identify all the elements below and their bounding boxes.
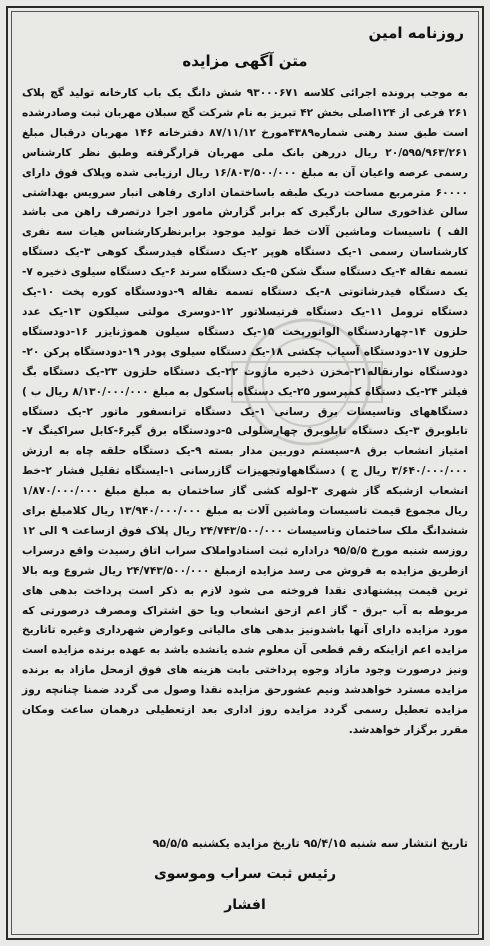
auction-notice-body: به موجب پرونده اجرائی کلاسه ۹۳۰۰۰۶۷۱ شش دانگ یک باب کارخانه تولید گچ پلاک ۲۶۱ فرعی از ۱۲۴اصلی بخش ۴۲ تبریز به نام شرکت گچ سبلان مهربان ثبت وصادرشده است طبق سند رهنی شماره۴۳۸۹مورخ ۸۷/۱۱/۱۲ دفترخانه ۱۴۶ مهربان درقبال مبلغ ۲۰/۵۹۵/۹۶۳/۲۶۱ ریال دررهن بانک ملی مهربان قرارگرفته وطبق نظر کارشناس رسمی عرصه واعیان آن به مبلغ ۱۶/۸۰۳/۵۰۰/۰۰۰ ریال ارزیابی شده وپلاک فوق دارای ۶۰۰۰۰ مترمربع مساحت دریک طبقه باساختمان اداری رفاهی انبار سرویس بهداشتی سالن غذاخوری سالن بارگیری که برابر گزارش مامور اجرا درتصرف راهن می باشد الف ) تاسیسات وماشین آلات خط تولید موجود برابرنظرکارشناس هیات سه نفری کارشناسان رسمی ۱-یک دستگاه هوپر ۲-یک دستگاه فیدرسنگ کوهی ۳-یک دستگاه تسمه نقاله ۴-یک دستگاه سنگ شکن ۵-یک دستگاه سرند ۶-یک دستگاه سیلوی ذخیره ۷-یک دستگاه فیدرشاتوتی ۸-یک دستگاه تسمه نقاله ۹-دودستگاه کوره پخت ۱۰-یک دستگاه ترومل ۱۱-یک دستگاه فرتیسلاتور ۱۲-دوسری مولتی سیلکون ۱۳-یک عدد حلزون ۱۴-چهاردستگاه الواتورپخت ۱۵-یک دستگاه سیلون هموژنایزر ۱۶-دودستگاه حلزون ۱۷-دودستگاه آسیاب چکشی ۱۸-یک دستگاه سیلوی پودر ۱۹-دودستگاه پرکن ۲۰-دودستگاه نوارنقاله۲۱-مخزن ذخیره مازوت ۲۲-یک دستگاه حلزون ۲۳-یک دستگاه بگ فیلتر ۲۴-یک دستگاه کمپرسور ۲۵-یک دستگاه باسکول به مبلغ ۸/۱۳۰/۰۰۰/۰۰۰ ریال ب ) دستگاههای وتاسیسات برق رسانی ۱-یک دستگاه ترانسفور ماتور ۲-یک دستگاه تابلوبرق ۳-یک دستگاه تابلوبرق چهارسلولی ۵-دودستگاه برق گیر۶-کابل سراکینگ ۷-امتیاز انشعاب برق ۸-سیستم دوربین مدار بسته ۹-یک دستگاه حلقه چاه به ارزش ۳/۶۴۰/۰۰۰/۰۰۰ ریال ج ) دستگاههاوتجهیزات گازرسانی ۱-ایستگاه تقلیل فشار ۲-خط انشعاب ازشبکه گاز شهری ۳-لوله کشی گاز ساختمان به مبلغ مبلغ ۱/۸۷۰/۰۰۰/۰۰۰ ریال مجموع قیمت تاسیسات وماشین آلات به مبلغ ۱۳/۹۴۰/۰۰۰/۰۰۰ ریال کلامبلغ برای ششدانگ ملک ساختمان وتاسیسات ۲۴/۷۴۳/۵۰۰/۰۰۰ ریال پلاک فوق ازساعت ۹ الی ۱۲ روزسه شنبه مورخ ۹۵/۵/۵ دراداره ثبت اسنادواملاک سراب اتاق رسیدت واقع درسراب ازطریق مزایده به فروش می رسد مزایده ازمبلغ ۲۴/۷۴۳/۵۰۰/۰۰۰ ریال شروع وبه بالا ترین قیمت پیشنهادی نقدا فروخته می شود لازم به ذکر است پرداخت بدهی های مربوطه به آب -برق - گاز اعم ازحق انشعاب ویا حق اشتراک ومصرف درصورتی که مورد مزایده دارای آنها باشدونیز بدهی های مالیاتی وعوارض شهرداری وغیره تاتاریخ مزایده اعم ازاینکه رقم قطعی آن معلوم شده یانشده باشد به عهده برنده مزایده است ونیز درصورت وجود مازاد وجوه پرداختی بابت هزینه های فوق ازمحل مازاد به برنده مزایده مسترد خواهدشد ونیم عشورحق مزایده نقدا وصول می گردد ضمنا چنانچه روز مزایده تعطیل رسمی گردد مزایده روز اداری بعد ازتعطیلی درهمان ساعت ومکان مقرر برگزار خواهدشد. [22, 87, 469, 736]
ad-border [6, 6, 484, 940]
ad-inner-border [11, 11, 479, 935]
newspaper-name: روزنامه امین [368, 24, 464, 42]
publication-dates: تاریخ انتشار سه شنبه ۹۵/۴/۱۵ تاریخ مزایده یکشنبه ۹۵/۵/۵ [152, 837, 468, 850]
ad-title: متن آگهی مزایده [182, 52, 308, 70]
signer-name: افشار [224, 897, 266, 913]
signer-title: رئیس ثبت سراب وموسوی [153, 866, 337, 882]
